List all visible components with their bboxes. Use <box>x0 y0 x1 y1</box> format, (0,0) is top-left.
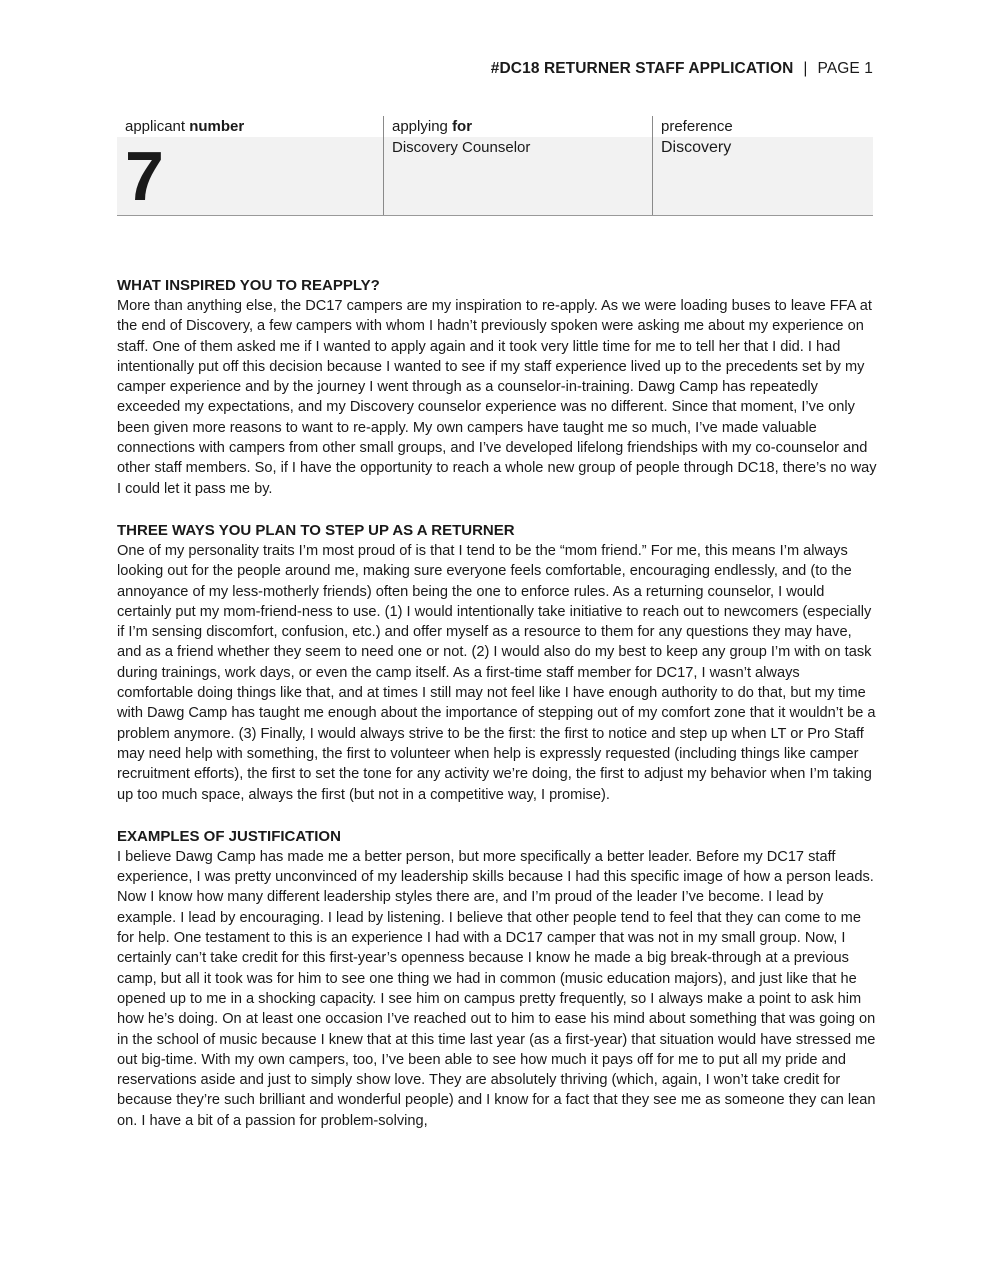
applicant-info-table <box>117 116 873 216</box>
section-body: One of my personality traits I’m most proud of is that I tend to be the “mom friend.” For me, this means I’m always looking out for the people around me, making sure everyone feels comfortable, encouraging endlessly, and (to the annoyance of my less-motherly friends) often being the one to enforce rules. As a returning counselor, I would certainly put my mom-friend-ness to use. (1) I would intentionally take initiative to reach out to newcomers (especially if I’m sensing discomfort, confusion, etc.) and offer myself as a resource to them for any questions they may have, and as a friend whether they seem to need one or not. (2) I would also do my best to keep any group I’m with on task during trainings, work days, or even the camp itself. As a first-time staff member for DC17, I wasn’t always comfortable doing things like that, and at times I still may not feel like I have enough authority to do that, but my time with Dawg Camp has taught me enough about the importance of stepping out of my comfort zone that it wouldn’t be a problem anymore. (3) Finally, I would always strive to be the first: the first to notice and step up when LT or Pro Staff may need help with something, the first to volunteer when help is expressly requested (including things like camper recruitment efforts), the first to set the tone for any activity we’re doing, the first to adjust my behavior when I’m taking up too much space, always the first (but not in a competitive way, I promise). <box>117 542 876 803</box>
applying-for-cell <box>383 116 652 215</box>
section-heading: WHAT INSPIRED YOU TO REAPPLY? <box>117 277 380 294</box>
section-body: I believe Dawg Camp has made me a better person, but more specifically a better leader. Before my DC17 staff experience, I was pretty unconvinced of my leadership skills because I had this specific image of how a person leads. Now I know how many different leadership styles there are, and I’m proud of the leader I’ve become. I lead by example. I lead by encouraging. I lead by listening. I believe that other people tend to feel that they can come to me for help. One testament to this is an experience I had with a DC17 camper that was not in my small group. Now, I certainly can’t take credit for this first-year’s openness because I know he made a big break-through at a previous camp, but all it took was for him to see one thing we had in common (music education majors), and just like that he opened up to me in a shocking capacity. I see him on campus pretty frequently, so I always make a point to ask him how he’s doing. On at least one occasion I’ve reached out to him to ease his mind about something that was going on in the school of music because I knew that at this time last year (as a first-year) that situation would have stressed me out big-time. With my own campers, too, I’ve been able to see how much it pays off for me to put all my pride and reservations aside and just to simply show love. They are absolutely thriving (which, again, I won’t take credit for because they’re such brilliant and wonderful people) and I know for a fact that they see me as someone they can lean on. I have a bit of a passion for problem-solving, <box>117 848 876 1129</box>
preference-label: preference <box>653 116 873 137</box>
applicant-number-cell <box>117 116 383 215</box>
header-separator: | <box>803 60 808 77</box>
preference-value: Discovery <box>661 139 732 156</box>
preference-cell <box>652 116 873 215</box>
section-justification <box>117 827 877 1131</box>
section-heading: EXAMPLES OF JUSTIFICATION <box>117 827 341 845</box>
page-header <box>491 60 873 78</box>
applying-for-label: applying for <box>384 116 652 137</box>
section-heading: THREE WAYS YOU PLAN TO STEP UP AS A RETURNER <box>117 521 515 539</box>
applicant-number-value: 7 <box>125 137 164 215</box>
applying-for-value: Discovery Counselor <box>392 139 531 156</box>
application-content <box>117 276 877 1153</box>
section-inspiration <box>117 276 877 499</box>
page-number: PAGE 1 <box>817 60 873 77</box>
section-body: More than anything else, the DC17 campers are my inspiration to re-apply. As we were loading buses to leave FFA at the end of Discovery, a few campers with whom I hadn’t previously spoken were asking me about my experience on staff. One of them asked me if I wanted to apply again and it took very little time for me to tell her that I did. I had intentionally put off this decision because I wanted to see if my staff experience lived up to the precedents set by my camper experience and by the journey I went through as a counselor-in-training. Dawg Camp has repeatedly exceeded my expectations, and my Discovery counselor experience was no different. Since that moment, I’ve only been given more reasons to want to re-apply. My own campers have taught me so much, I’ve made valuable connections with campers from other small groups, and I’ve developed lifelong friendships with my co-counselor and other staff members. So, if I have the opportunity to reach a whole new group of people through DC18, there’s no way I could let it pass me by. <box>117 298 877 497</box>
applicant-number-label: applicant number <box>117 116 383 137</box>
section-step-up <box>117 521 877 805</box>
application-title: #DC18 RETURNER STAFF APPLICATION <box>490 60 794 77</box>
